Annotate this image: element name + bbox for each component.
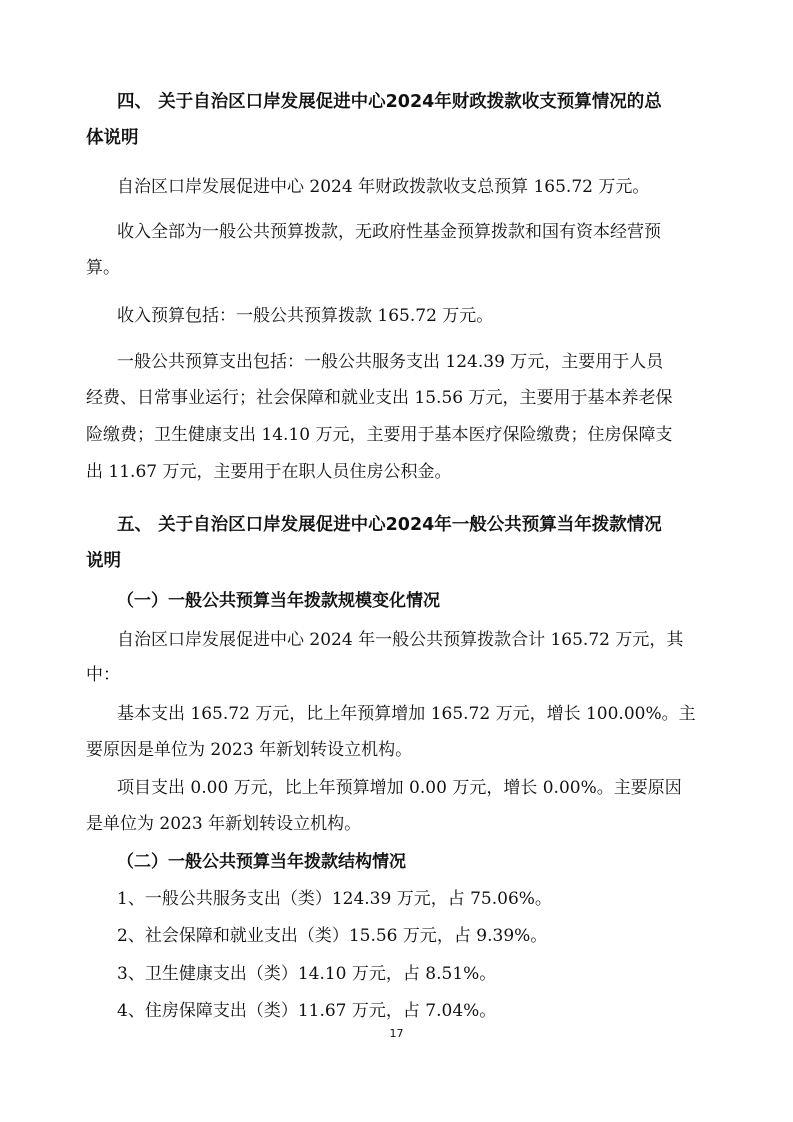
section4-paragraph-income-budget: 收入预算包括：一般公共预算拨款 165.72 万元。 <box>117 306 494 326</box>
section5-heading-continued: 说明 <box>86 551 121 571</box>
page-number: 17 <box>389 1027 404 1040</box>
subsection1-paragraph-project-continued: 是单位为 2023 年新划转设立机构。 <box>86 814 362 834</box>
section4-heading-continued: 体说明 <box>86 128 139 148</box>
section4-paragraph-expenditure-l2: 经费、日常事业运行；社会保障和就业支出 15.56 万元，主要用于基本养老保 <box>86 388 673 408</box>
subsection1-paragraph-total: 自治区口岸发展促进中心 2024 年一般公共预算拨款合计 165.72 万元，其 <box>117 630 684 650</box>
list-item: 4、住房保障支出（类）11.67 万元，占 7.04%。 <box>117 1001 497 1021</box>
section4-paragraph-total: 自治区口岸发展促进中心 2024 年财政拨款收支总预算 165.72 万元。 <box>117 177 650 197</box>
subsection1-paragraph-project: 项目支出 0.00 万元，比上年预算增加 0.00 万元，增长 0.00%。主要原因 <box>117 778 682 798</box>
subsection1-heading: （一）一般公共预算当年拨款规模变化情况 <box>117 591 440 611</box>
section4-paragraph-expenditure: 一般公共预算支出包括：一般公共服务支出 124.39 万元，主要用于人员 <box>117 352 664 372</box>
section4-paragraph-expenditure-l3: 险缴费；卫生健康支出 14.10 万元，主要用于基本医疗保险缴费；住房保障支 <box>86 425 673 445</box>
section4-heading: 四、 关于自治区口岸发展促进中心2024年财政拨款收支预算情况的总 <box>117 92 662 112</box>
list-item: 1、一般公共服务支出（类）124.39 万元，占 75.06%。 <box>117 889 552 909</box>
section5-heading: 五、 关于自治区口岸发展促进中心2024年一般公共预算当年拨款情况 <box>117 515 662 535</box>
section4-paragraph-income: 收入全部为一般公共预算拨款，无政府性基金预算拨款和国有资本经营预 <box>117 222 661 242</box>
list-item: 3、卫生健康支出（类）14.10 万元，占 8.51%。 <box>117 964 497 984</box>
list-item: 2、社会保障和就业支出（类）15.56 万元，占 9.39%。 <box>117 926 548 946</box>
subsection1-paragraph-total-continued: 中： <box>86 665 120 685</box>
section4-paragraph-expenditure-l4: 出 11.67 万元，主要用于在职人员住房公积金。 <box>86 462 452 482</box>
section4-paragraph-income-continued: 算。 <box>86 258 120 278</box>
subsection1-paragraph-basic: 基本支出 165.72 万元，比上年预算增加 165.72 万元，增长 100.00%。主 <box>117 704 696 724</box>
subsection1-paragraph-basic-continued: 要原因是单位为 2023 年新划转设立机构。 <box>86 740 413 760</box>
subsection2-heading: （二）一般公共预算当年拨款结构情况 <box>117 852 406 872</box>
